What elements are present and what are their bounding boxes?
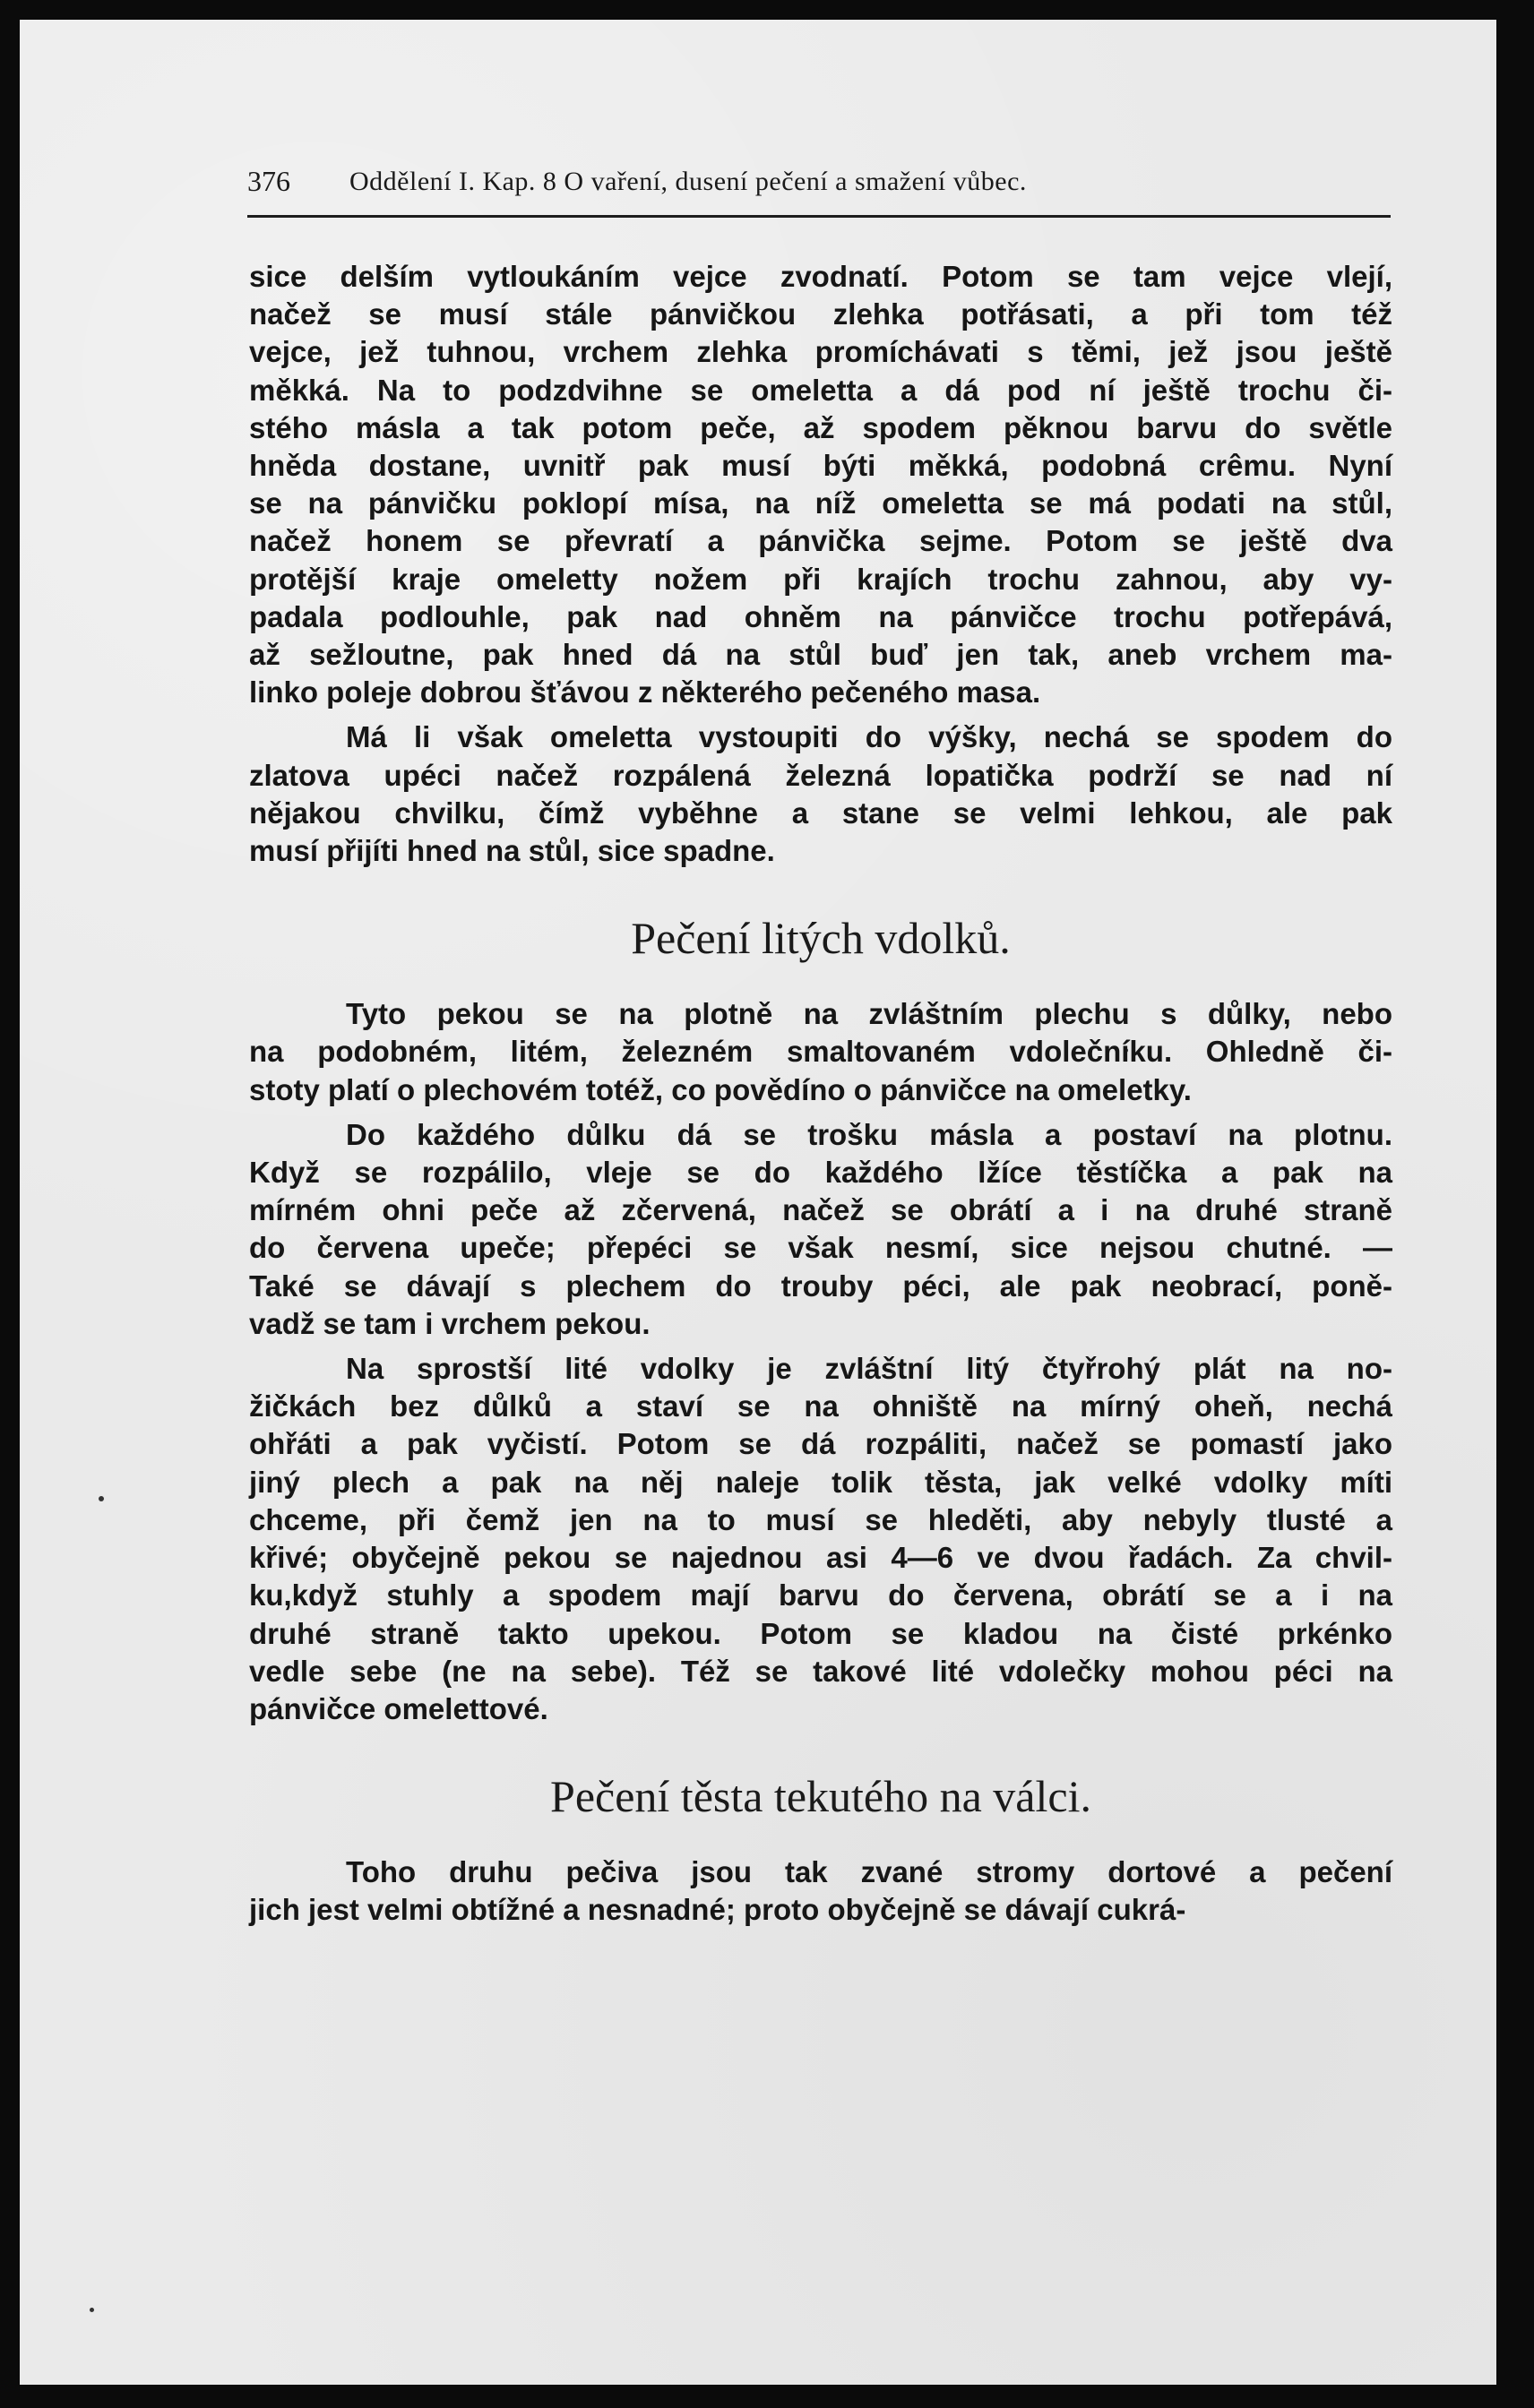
text-line: hněda dostane, uvnitř pak musí býti měkká, podobná crêmu. Nyní xyxy=(249,449,1392,483)
text-line: padala podlouhle, pak nad ohněm na pánvičce trochu potřepává, xyxy=(249,599,1392,633)
paragraph xyxy=(249,1853,1392,1929)
spacer xyxy=(249,965,1392,995)
text-line: do červena upeče; přepéci se však nesmí, sice nejsou chutné. — xyxy=(249,1231,1392,1265)
text-line: stého másla a tak potom peče, až spodem pěknou barvu do světle xyxy=(249,410,1392,444)
text-line: Do každého důlku dá se trošku másla a postaví na plotnu. xyxy=(346,1117,1392,1151)
spacer xyxy=(249,870,1392,911)
text-line: Na sprostší lité vdolky je zvláštní litý čtyřrohý plát na no- xyxy=(346,1352,1392,1386)
text-line: načež se musí stále pánvičkou zlehka potřásati, a při tom též xyxy=(249,297,1392,331)
spacer xyxy=(249,1823,1392,1853)
spacer xyxy=(249,1728,1392,1769)
running-head xyxy=(247,165,1382,210)
text-line: ku,když stuhly a spodem mají barvu do červena, obrátí se a i na xyxy=(249,1578,1392,1612)
text-line: Má li však omeletta vystoupiti do výšky, nechá se spodem do xyxy=(346,720,1392,754)
text-line: musí přijíti hned na stůl, sice spadne. xyxy=(249,834,775,868)
text-line: zlatova upéci načež rozpálená železná lopatička podrží se nad ní xyxy=(249,758,1392,792)
text-line: ohřáti a pak vyčistí. Potom se dá rozpáliti, načež se pomastí jako xyxy=(249,1427,1392,1461)
paragraph xyxy=(249,1116,1392,1343)
text-line: vedle sebe (ne na sebe). Též se takové lité vdolečky mohou péci na xyxy=(249,1654,1392,1688)
page-number: 376 xyxy=(247,165,290,197)
section-heading: Pečení litých vdolků. xyxy=(631,913,1011,964)
text-line: se na pánvičku poklopí mísa, na níž omeletta se má podati na stůl, xyxy=(249,486,1392,520)
text-line: jiný plech a pak na něj naleje tolik těsta, jak velké vdolky míti xyxy=(249,1465,1392,1499)
chapter-heading: Oddělení I. Kap. 8 O vaření, dusení pečení a smažení vůbec. xyxy=(349,167,1027,196)
text-line: až sežloutne, pak hned dá na stůl buď jen tak, aneb vrchem ma- xyxy=(249,638,1392,672)
text-line: Také se dávají s plechem do trouby péci, ale pak neobrací, poně- xyxy=(249,1268,1392,1303)
dust-speck xyxy=(99,1496,104,1501)
text-line: nějakou chvilku, čímž vyběhne a stane se velmi lehkou, ale pak xyxy=(249,796,1392,830)
text-line: protější kraje omeletty nožem při krajích trochu zahnou, aby vy- xyxy=(249,562,1392,596)
text-line: křivé; obyčejně pekou se najednou asi 4—6 ve dvou řadách. Za chvil- xyxy=(249,1541,1392,1575)
text-line: žičkách bez důlků a staví se na ohniště na mírný oheň, nechá xyxy=(249,1389,1392,1423)
paragraph xyxy=(249,258,1392,711)
section-heading: Pečení těsta tekutého na válci. xyxy=(550,1771,1091,1822)
text-line: stoty platí o plechovém totéž, co povědíno o pánvičce na omeletky. xyxy=(249,1072,1192,1106)
paragraph xyxy=(249,1350,1392,1728)
text-line: Toho druhu pečiva jsou tak zvané stromy dortové a pečení xyxy=(346,1855,1392,1889)
text-line: Tyto pekou se na plotně na zvláštním plechu s důlky, nebo xyxy=(346,997,1392,1031)
text-line: vejce, jež tuhnou, vrchem zlehka promíchávati s těmi, jež jsou ještě xyxy=(249,335,1392,369)
text-line: druhé straně takto upekou. Potom se kladou na čisté prkénko xyxy=(249,1616,1392,1650)
text-line: mírném ohni peče až zčervená, načež se obrátí a i na druhé straně xyxy=(249,1193,1392,1227)
text-line: Když se rozpálilo, vleje se do každého lžíce těstíčka a pak na xyxy=(249,1156,1392,1190)
text-line: sice delším vytloukáním vejce zvodnatí. Potom se tam vejce vlejí, xyxy=(249,260,1392,293)
paragraph xyxy=(249,995,1392,1109)
text-line: načež honem se převratí a pánvička sejme. Potom se ještě dva xyxy=(249,524,1392,558)
text-line: vadž se tam i vrchem pekou. xyxy=(249,1306,651,1340)
text-line: jich jest velmi obtížné a nesnadné; proto obyčejně se dávají cukrá- xyxy=(249,1893,1186,1927)
text-line: měkká. Na to podzdvihne se omeletta a dá pod ní ještě trochu či- xyxy=(249,373,1392,407)
text-line: pánvičce omelettové. xyxy=(249,1691,548,1725)
text-line: na podobném, litém, železném smaltovaném vdolečníku. Ohledně či- xyxy=(249,1035,1392,1069)
text-line: linko poleje dobrou šťávou z některého pečeného masa. xyxy=(249,675,1041,710)
paragraph xyxy=(249,718,1392,870)
text-line: chceme, při čemž jen na to musí se hleděti, aby nebyly tlusté a xyxy=(249,1502,1392,1536)
dust-speck xyxy=(90,2308,94,2312)
header-rule xyxy=(247,215,1391,218)
page-body-text xyxy=(249,258,1392,1930)
